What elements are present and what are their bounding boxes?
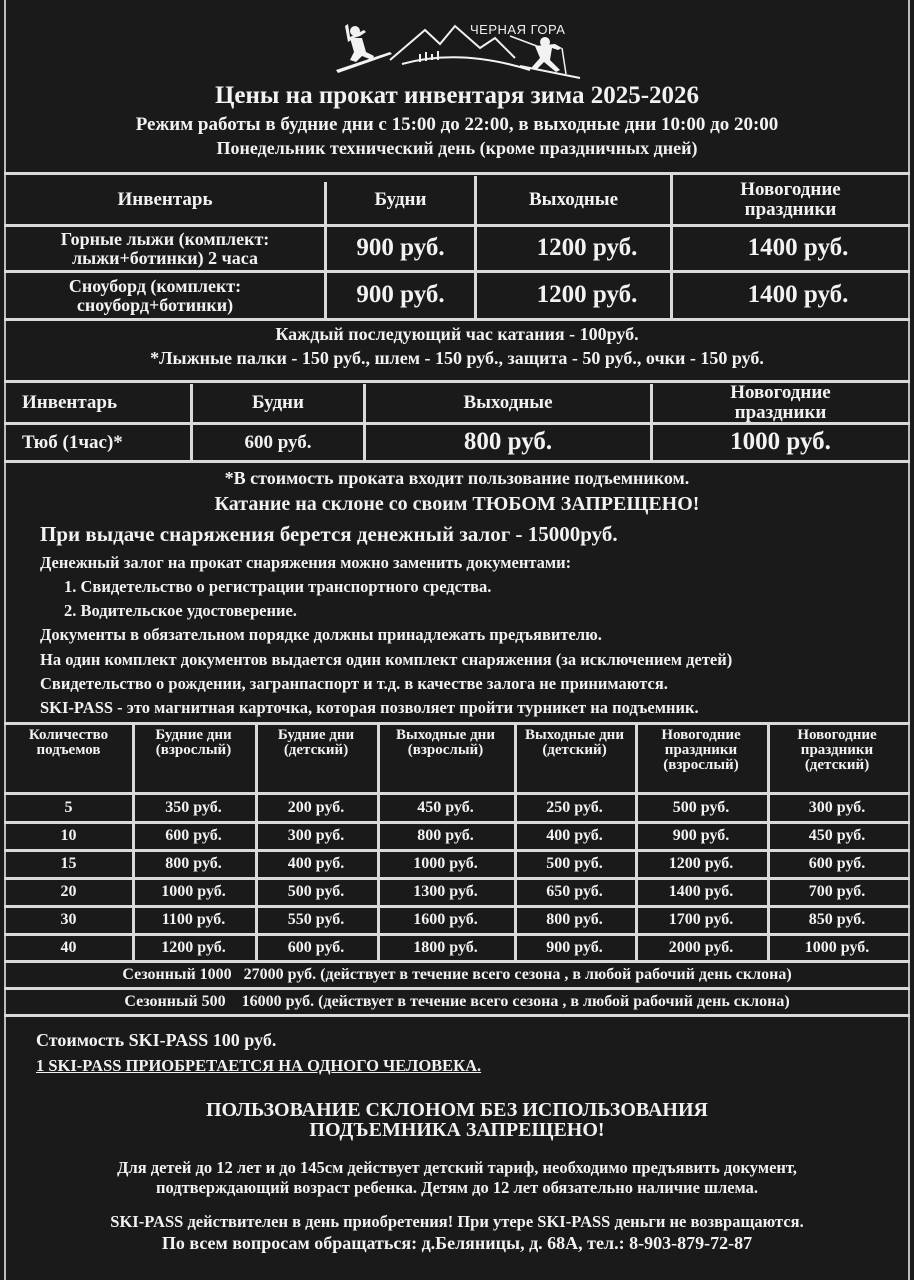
- season-pass-500: [6, 990, 908, 1014]
- skipass-col-header: Будние дни (взрослый): [155, 727, 232, 758]
- season-pass-text: Сезонный 500 16000 руб. (действует в течение всего сезона , в любой рабочий день склона): [124, 992, 790, 1010]
- col-header-holiday: Новогодние праздники: [740, 178, 841, 220]
- skipass-price: 850 руб.: [808, 911, 866, 929]
- not-accepted-note: Свидетельство о рождении, загранпаспорт и т.д. в качестве залога не принимаются.: [40, 674, 668, 693]
- skipass-price: 800 руб.: [546, 911, 603, 929]
- skipass-price: 650 руб.: [546, 883, 603, 901]
- skipass-col-header: Новогодние праздники (детский): [797, 727, 877, 773]
- col-header-weekend: Выходные: [528, 188, 619, 210]
- own-tube-warning: Катание на склоне со своим ТЮБОМ ЗАПРЕЩЕНО!: [214, 493, 700, 515]
- skipass-price: 400 руб.: [287, 855, 345, 873]
- skipass-valid-note: SKI-PASS действителен в день приобретения! При утере SKI-PASS деньги не возвращаются.: [110, 1212, 804, 1231]
- skipass-price: 1000 руб.: [804, 938, 870, 956]
- lift-warning-line: ПОЛЬЗОВАНИЕ СКЛОНОМ БЕЗ ИСПОЛЬЗОВАНИЯ: [205, 1099, 708, 1121]
- skipass-price: 2000 руб.: [668, 938, 734, 956]
- skipass-price: 1400 руб.: [668, 883, 734, 901]
- row-item: Горные лыжи (комплект: лыжи+ботинки) 2 часа: [60, 228, 270, 268]
- lift-count: 15: [60, 855, 77, 873]
- skipass-price: 900 руб.: [546, 938, 603, 956]
- lift-count: 10: [60, 827, 77, 845]
- tube-col-weekday: Будни: [252, 391, 304, 413]
- tube-price-weekend: 800 руб.: [463, 428, 553, 456]
- contacts: По всем вопросам обращаться: д.Беляницы, д. 68А, тел.: 8-903-879-72-87: [161, 1233, 753, 1253]
- tube-price-weekday: 600 руб.: [244, 431, 312, 453]
- skipass-col-header: Выходные дни (взрослый): [396, 727, 495, 758]
- tube-col-inventory: Инвентарь: [22, 391, 118, 413]
- divider: [4, 318, 910, 321]
- lift-warning-line: ПОДЪЕМНИКА ЗАПРЕЩЕНО!: [309, 1119, 605, 1141]
- deposit-replace-note: Денежный залог на прокат снаряжения можно заменить документами:: [40, 553, 572, 572]
- skipass-price: 600 руб.: [165, 827, 222, 845]
- skipass-price: 1200 руб.: [668, 855, 734, 873]
- divider: [4, 460, 910, 463]
- skipass-price: 200 руб.: [287, 798, 345, 816]
- doc-item: 1. Свидетельство о регистрации транспортного средства.: [64, 577, 492, 596]
- row-item: Сноуборд (комплект: сноуборд+ботинки): [68, 275, 242, 315]
- divider: [4, 1014, 910, 1017]
- season-pass-text: Сезонный 1000 27000 руб. (действует в течение всего сезона , в любой рабочий день склона): [122, 965, 792, 983]
- skipass-price: 1300 руб.: [413, 883, 478, 901]
- skier-icon: [510, 36, 580, 78]
- tube-price-holiday: 1000 руб.: [730, 428, 831, 456]
- snowboarder-icon: [336, 24, 392, 73]
- skipass-price: 250 руб.: [546, 798, 603, 816]
- skipass-price: 1000 руб.: [413, 855, 478, 873]
- skipass-col-header: Количество подъемов: [28, 727, 109, 758]
- skipass-price: 1100 руб.: [161, 911, 226, 929]
- kids-tariff-note: [0, 1158, 914, 1198]
- skipass-col-header: Выходные дни (детский): [525, 727, 624, 758]
- lift-count: 5: [64, 798, 73, 816]
- skipass-price: 450 руб.: [417, 798, 474, 816]
- skipass-price: 500 руб.: [546, 855, 603, 873]
- skipass-price: 800 руб.: [417, 827, 474, 845]
- skipass-price: 300 руб.: [808, 798, 866, 816]
- skipass-price: 1200 руб.: [161, 938, 226, 956]
- skipass-price: 800 руб.: [165, 855, 222, 873]
- price-holiday: 1400 руб.: [747, 234, 849, 262]
- skipass-price: 500 руб.: [287, 883, 345, 901]
- tube-item: Тюб (1час)*: [22, 431, 123, 453]
- price-weekend: 1200 руб.: [536, 281, 638, 309]
- tube-col-weekend: Выходные: [463, 391, 553, 413]
- skipass-price: 350 руб.: [165, 798, 222, 816]
- skipass-definition: SKI-PASS - это магнитная карточка, которая позволяет пройти турникет на подъемник.: [40, 698, 699, 717]
- skipass-price: 900 руб.: [672, 827, 730, 845]
- skipass-price: 300 руб.: [287, 827, 345, 845]
- skipass-price: 450 руб.: [808, 827, 866, 845]
- kids-note-line: Для детей до 12 лет и до 145см действует детский тариф, необходимо предъявить документ,: [117, 1158, 797, 1177]
- skipass-col-header: Будние дни (детский): [277, 727, 355, 758]
- deposit-note: При выдаче снаряжения берется денежный залог - 15000руб.: [40, 522, 618, 546]
- skipass-price: 550 руб.: [287, 911, 345, 929]
- col-header-weekday: Будни: [374, 188, 427, 210]
- kids-note-line: подтверждающий возраст ребенка. Детям до 12 лет обязательно наличие шлема.: [155, 1177, 759, 1197]
- skipass-price: 600 руб.: [808, 855, 866, 873]
- skipass-price: 1700 руб.: [668, 911, 734, 929]
- monday-note: Понедельник технический день (кроме праздничных дней): [216, 138, 698, 158]
- tube-col-holiday: Новогодние праздники: [730, 381, 831, 423]
- lift-warning: [0, 1100, 914, 1140]
- lift-included-note: *В стоимость проката входит пользование подъемником.: [224, 468, 690, 488]
- accessories-prices: *Лыжные палки - 150 руб., шлем - 150 руб., защита - 50 руб., очки - 150 руб.: [150, 348, 764, 368]
- extra-hour-price: Каждый последующий час катания - 100руб.: [275, 324, 639, 344]
- lift-count: 40: [60, 938, 77, 956]
- skipass-price: 1000 руб.: [161, 883, 226, 901]
- price-weekday: 900 руб.: [356, 234, 445, 262]
- price-weekend: 1200 руб.: [536, 234, 638, 262]
- skipass-price: 1800 руб.: [413, 938, 478, 956]
- skipass-price: 600 руб.: [287, 938, 345, 956]
- skipass-price: 400 руб.: [546, 827, 603, 845]
- skipass-price: 700 руб.: [808, 883, 866, 901]
- lift-count: 30: [60, 911, 77, 929]
- one-person-note: 1 SKI-PASS ПРИОБРЕТАЕТСЯ НА ОДНОГО ЧЕЛОВЕКА.: [36, 1056, 482, 1075]
- col-header-inventory: Инвентарь: [117, 188, 213, 210]
- skipass-price: 500 руб.: [672, 798, 730, 816]
- lift-count: 20: [60, 883, 77, 901]
- skipass-col-header: Новогодние праздники (взрослый): [661, 727, 741, 773]
- price-holiday: 1400 руб.: [747, 281, 849, 309]
- one-set-note: На один комплект документов выдается один комплект снаряжения (за исключением детей): [40, 650, 733, 669]
- divider: [4, 722, 910, 725]
- season-pass-1000: [6, 963, 908, 987]
- skipass-cost: Стоимость SKI-PASS 100 руб.: [36, 1030, 277, 1050]
- working-hours: Режим работы в будние дни с 15:00 до 22:00, в выходные дни 10:00 до 20:00: [135, 114, 779, 135]
- page-title: Цены на прокат инвентаря зима 2025-2026: [214, 82, 700, 109]
- brand-name: ЧЕРНАЯ ГОРА: [470, 22, 566, 37]
- skipass-price: 1600 руб.: [413, 911, 478, 929]
- owner-note: Документы в обязательном порядке должны принадлежать предъявителю.: [40, 625, 602, 644]
- doc-item: 2. Водительское удостоверение.: [64, 601, 297, 620]
- price-weekday: 900 руб.: [356, 281, 445, 309]
